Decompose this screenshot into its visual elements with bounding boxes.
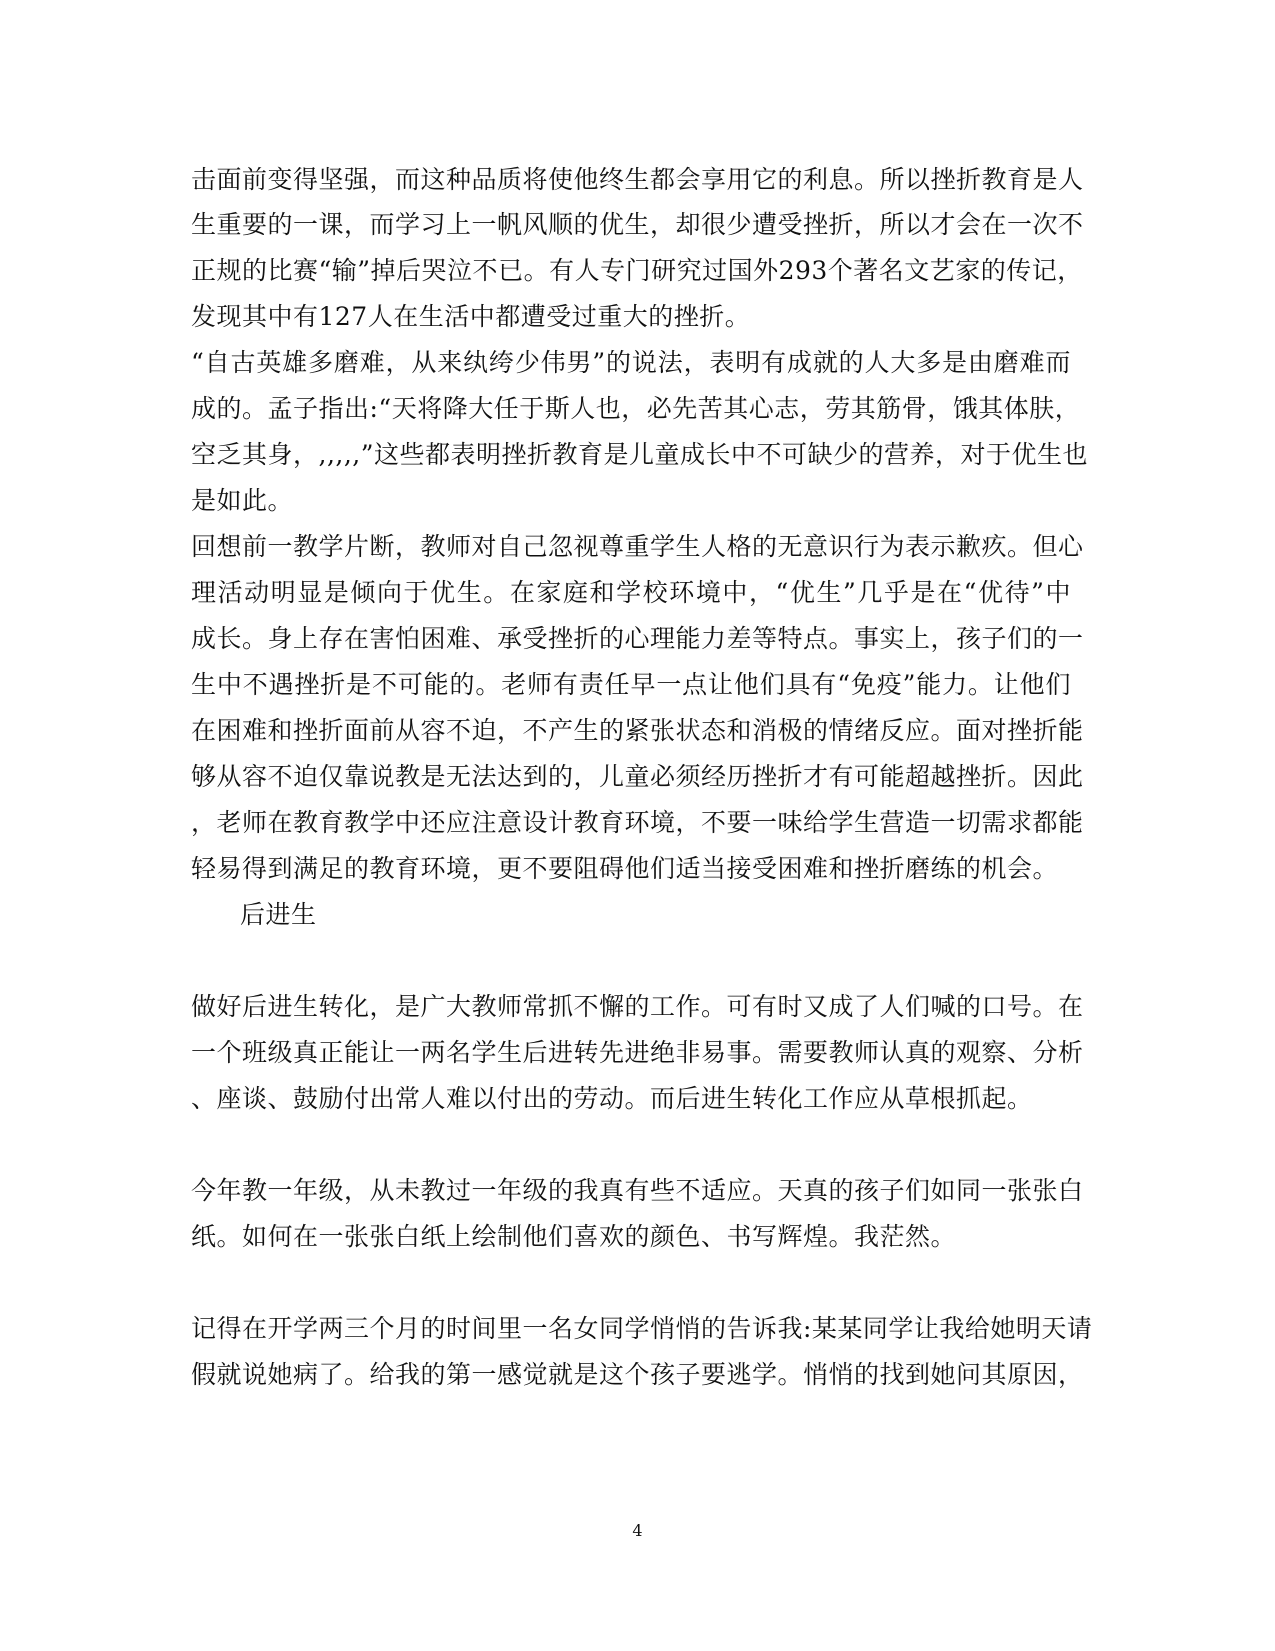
text-line: ，老师在教育教学中还应注意设计教育环境，不要一味给学生营造一切需求都能	[191, 808, 1084, 837]
text-line: 够从容不迫仅靠说教是无法达到的，儿童必须经历挫折才有可能超越挫折。因此	[191, 762, 1084, 791]
text-line: 在困难和挫折面前从容不迫，不产生的紧张状态和消极的情绪反应。面对挫折能	[191, 716, 1084, 745]
text-line: 、座谈、鼓励付出常人难以付出的劳动。而后进生转化工作应从草根抓起。	[191, 1084, 1033, 1113]
text-line: “自古英雄多磨难，从来纨绔少伟男”的说法，表明有成就的人大多是由磨难而	[191, 348, 1071, 377]
text-line: 回想前一教学片断，教师对自己忽视尊重学生人格的无意识行为表示歉疚。但心	[191, 532, 1084, 561]
text-line: 成长。身上存在害怕困难、承受挫折的心理能力差等特点。事实上，孩子们的一	[191, 624, 1084, 653]
text-line: 空乏其身，,,,,,”这些都表明挫折教育是儿童成长中不可缺少的营养，对于优生也	[191, 440, 1089, 469]
page-number: 4	[632, 1521, 643, 1540]
text-line: 生重要的一课，而学习上一帆风顺的优生，却很少遭受挫折，所以才会在一次不	[191, 210, 1084, 239]
section-heading: 后进生	[240, 900, 317, 929]
text-line: 今年教一年级，从未教过一年级的我真有些不适应。天真的孩子们如同一张张白	[191, 1176, 1084, 1205]
text-line: 发现其中有127人在生活中都遭受过重大的挫折。	[191, 302, 751, 331]
text-line: 轻易得到满足的教育环境，更不要阻碍他们适当接受困难和挫折磨练的机会。	[191, 854, 1059, 883]
text-line: 纸。如何在一张张白纸上绘制他们喜欢的颜色、书写辉煌。我茫然。	[191, 1222, 957, 1251]
text-line: 理活动明显是倾向于优生。在家庭和学校环境中，“优生”几乎是在“优待”中	[191, 578, 1071, 607]
text-line: 生中不遇挫折是不可能的。老师有责任早一点让他们具有“免疫”能力。让他们	[191, 670, 1071, 699]
text-line: 记得在开学两三个月的时间里一名女同学悄悄的告诉我:某某同学让我给她明天请	[191, 1314, 1093, 1343]
text-line: 击面前变得坚强，而这种品质将使他终生都会享用它的利息。所以挫折教育是人	[191, 165, 1084, 194]
text-line: 成的。孟子指出:“天将降大任于斯人也，必先苦其心志，劳其筋骨，饿其体肤，	[191, 394, 1081, 423]
text-line: 假就说她病了。给我的第一感觉就是这个孩子要逃学。悄悄的找到她问其原因，	[191, 1360, 1084, 1389]
text-line: 是如此。	[191, 486, 294, 515]
text-line: 正规的比赛“输”掉后哭泣不已。有人专门研究过国外293个著名文艺家的传记，	[191, 256, 1083, 285]
text-line: 做好后进生转化，是广大教师常抓不懈的工作。可有时又成了人们喊的口号。在	[191, 992, 1084, 1021]
text-line: 一个班级真正能让一两名学生后进转先进绝非易事。需要教师认真的观察、分析	[191, 1038, 1084, 1067]
